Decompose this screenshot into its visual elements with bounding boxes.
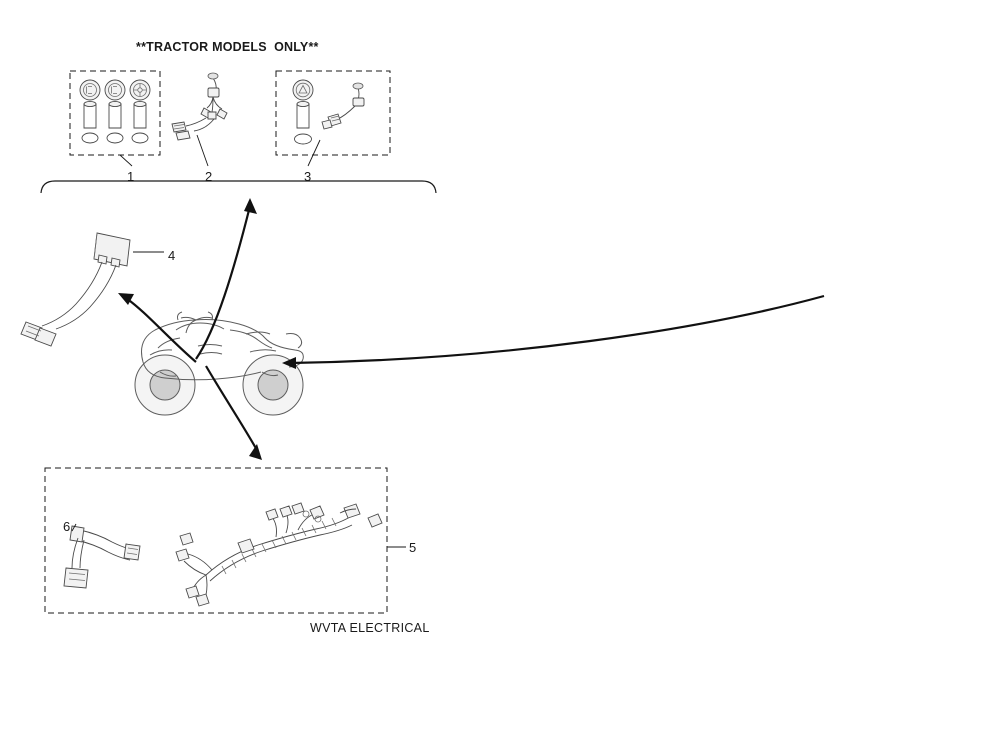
callout-number-1: 1 <box>127 169 135 184</box>
wvta-harness-group <box>45 468 406 613</box>
switch-icon-left <box>80 80 100 100</box>
switch-panel-group <box>70 71 160 166</box>
switch-icon-right <box>130 80 150 100</box>
wiring-sub-harness-group <box>172 73 227 166</box>
switch-body-middle <box>107 101 123 143</box>
group-bracket <box>41 181 436 193</box>
diagram-title: **TRACTOR MODELS ONLY** <box>136 40 319 54</box>
switch-body-right <box>132 101 148 143</box>
main-wiring-harness <box>176 503 382 606</box>
control-module-group <box>21 233 164 346</box>
diagram-footer-label: WVTA ELECTRICAL <box>310 621 430 635</box>
hazard-relay-part <box>322 83 364 129</box>
callout-number-4: 4 <box>168 248 176 263</box>
callout-number-5: 5 <box>409 540 417 555</box>
hazard-switch-icon <box>293 80 313 100</box>
callout-number-3: 3 <box>304 169 312 184</box>
arrow-from-right <box>282 296 824 369</box>
callout-number-6: 6 <box>63 519 71 534</box>
callout-number-2: 2 <box>205 169 213 184</box>
arrow-to-tractor-group <box>196 198 257 359</box>
switch-icon-middle <box>105 80 125 100</box>
short-harness-group <box>64 524 140 588</box>
switch-body-left <box>82 101 98 143</box>
hazard-switch-group <box>276 71 390 166</box>
